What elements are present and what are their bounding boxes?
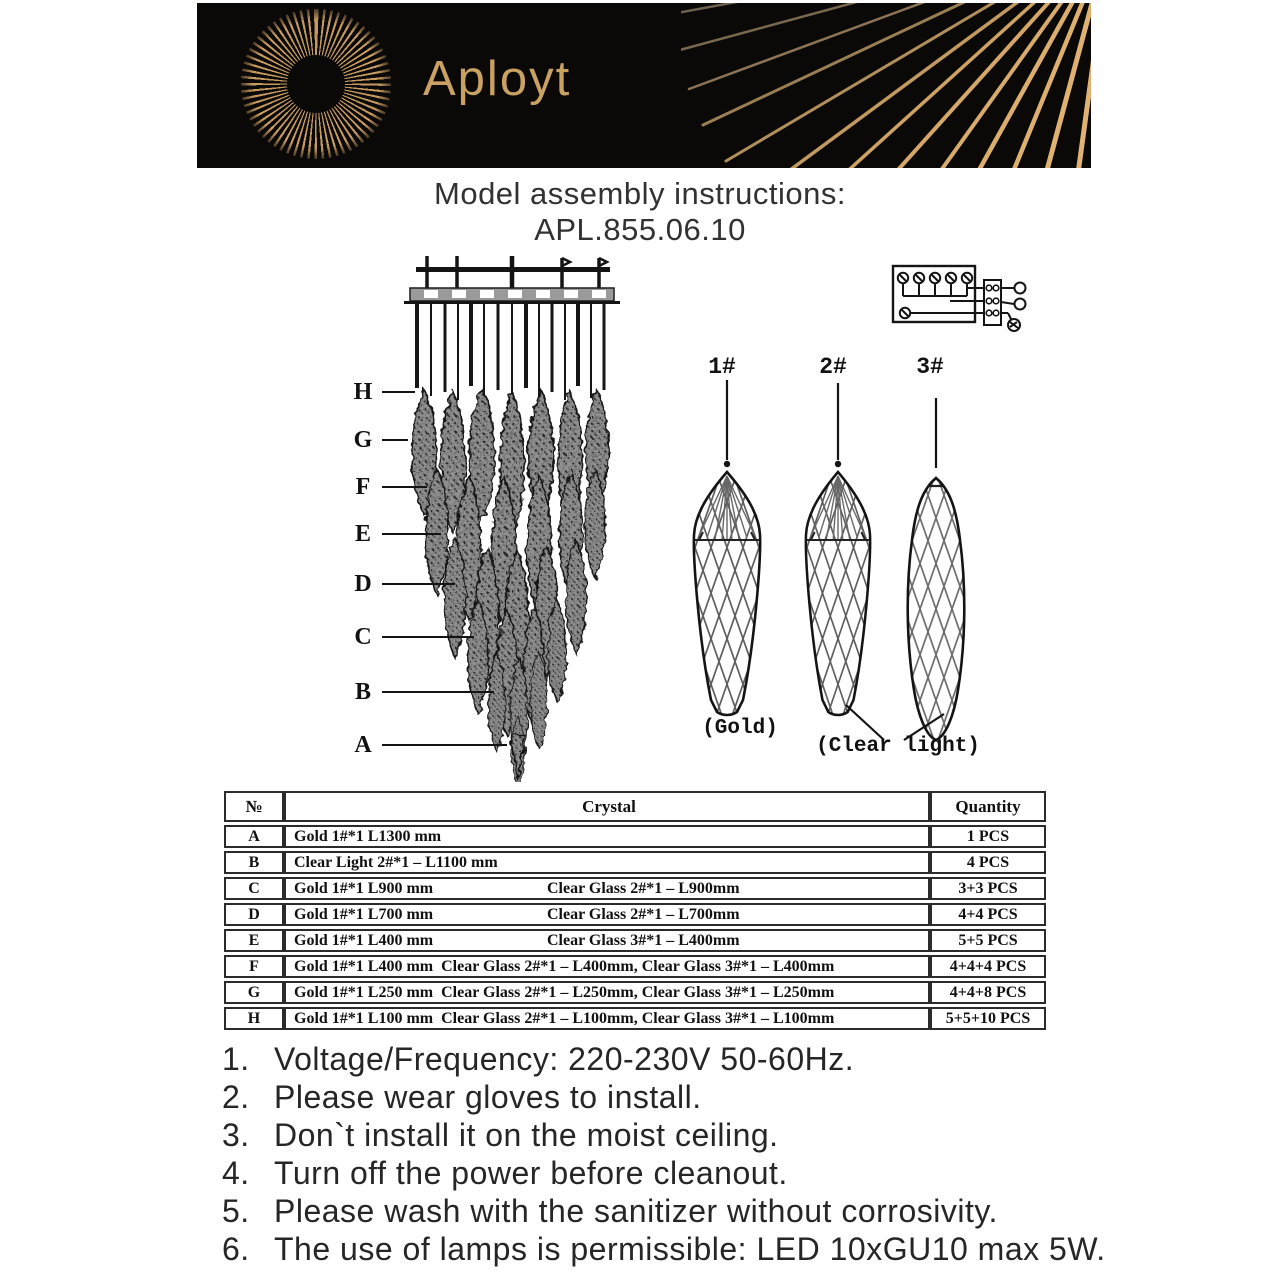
row-num: F [224, 955, 284, 978]
table-row [224, 955, 1046, 978]
instruction-item [222, 1078, 1182, 1116]
row-crystal [284, 929, 930, 952]
crystal-spec: Gold 1#*1 L400 mm [294, 932, 434, 949]
row-num: E [224, 929, 284, 952]
crystal-spec-2: Clear Glass 2#*1 – L900mm [547, 880, 740, 897]
caption-clear-light: (Clear light) [816, 735, 980, 758]
row-crystal [284, 955, 930, 978]
parts-table [224, 788, 1046, 1033]
assembly-diagram [330, 250, 1090, 782]
row-crystal [284, 851, 930, 874]
table-row [224, 903, 1046, 926]
row-quantity: 5+5+10 PCS [930, 1007, 1046, 1030]
instruction-number: 3. [222, 1117, 250, 1153]
sunburst-core [287, 55, 345, 113]
crystal-spec: Gold 1#*1 L900 mm [294, 880, 434, 897]
row-num: H [224, 1007, 284, 1030]
instructions-list [222, 1040, 1182, 1268]
chandelier-drawing [382, 256, 620, 782]
brand-banner [197, 3, 1091, 168]
instruction-number: 2. [222, 1079, 250, 1115]
crystal-spec: Gold 1#*1 L700 mm [294, 906, 434, 923]
rays-decoration-icon [681, 3, 1091, 168]
table-row [224, 1007, 1046, 1030]
header-crystal: Crystal [284, 791, 930, 822]
crystal-spec-2: Clear Glass 3#*1 – L400mm [547, 932, 740, 949]
instruction-text: Don`t install it on the moist ceiling. [274, 1117, 779, 1153]
row-crystal [284, 903, 930, 926]
row-crystal [284, 825, 930, 848]
instruction-item [222, 1116, 1182, 1154]
table-row [224, 851, 1046, 874]
row-quantity: 5+5 PCS [930, 929, 1046, 952]
part-label-g: G [353, 427, 373, 453]
title-line-2: APL.855.06.10 [534, 212, 746, 247]
caption-gold: (Gold) [702, 717, 778, 740]
row-crystal [284, 877, 930, 900]
header-num: № [224, 791, 284, 822]
crystal-samples-drawing [617, 380, 1046, 763]
table-row [224, 877, 1046, 900]
part-label-f: F [355, 474, 371, 500]
part-label-a: A [354, 732, 372, 758]
title-line-1: Model assembly instructions: [434, 176, 846, 211]
instruction-number: 6. [222, 1231, 250, 1267]
table-row [224, 929, 1046, 952]
page-title [0, 176, 1280, 248]
row-quantity: 4+4+4 PCS [930, 955, 1046, 978]
row-quantity: 3+3 PCS [930, 877, 1046, 900]
part-label-c: C [354, 624, 372, 650]
crystal-spec: Gold 1#*1 L400 mm Clear Glass 2#*1 – L400mm, Clear Glass 3#*1 – L400mm [294, 958, 835, 975]
table-header-row [224, 791, 1046, 822]
crystal-spec: Gold 1#*1 L1300 mm [294, 828, 442, 845]
row-num: B [224, 851, 284, 874]
instruction-text: Please wash with the sanitizer without corrosivity. [274, 1193, 998, 1229]
instruction-item [222, 1040, 1182, 1078]
part-label-b: B [354, 679, 371, 705]
instruction-text: Please wear gloves to install. [274, 1079, 702, 1115]
row-num: C [224, 877, 284, 900]
crystal-label-1: 1# [708, 354, 736, 380]
row-quantity: 4+4+8 PCS [930, 981, 1046, 1004]
instruction-number: 1. [222, 1041, 250, 1077]
row-crystal [284, 1007, 930, 1030]
row-quantity: 4 PCS [930, 851, 1046, 874]
instruction-item [222, 1192, 1182, 1230]
crystal-label-2: 2# [819, 354, 847, 380]
instruction-number: 4. [222, 1155, 250, 1191]
instruction-item [222, 1230, 1182, 1268]
header-quantity: Quantity [930, 791, 1046, 822]
brand-name: Aployt [423, 52, 572, 106]
instruction-item [222, 1154, 1182, 1192]
row-num: D [224, 903, 284, 926]
row-num: A [224, 825, 284, 848]
instruction-text: Voltage/Frequency: 220-230V 50-60Hz. [274, 1041, 855, 1077]
table-row [224, 825, 1046, 848]
wiring-diagram [893, 266, 1026, 331]
part-label-e: E [354, 521, 371, 547]
crystal-spec-2: Clear Glass 2#*1 – L700mm [547, 906, 740, 923]
table-row [224, 981, 1046, 1004]
part-label-h: H [353, 379, 373, 405]
row-quantity: 1 PCS [930, 825, 1046, 848]
instruction-text: Turn off the power before cleanout. [274, 1155, 788, 1191]
row-num: G [224, 981, 284, 1004]
instruction-text: The use of lamps is permissible: LED 10xGU10 max 5W. [274, 1231, 1106, 1267]
crystal-spec: Gold 1#*1 L250 mm Clear Glass 2#*1 – L250mm, Clear Glass 3#*1 – L250mm [294, 984, 835, 1001]
row-quantity: 4+4 PCS [930, 903, 1046, 926]
row-crystal [284, 981, 930, 1004]
crystal-spec: Gold 1#*1 L100 mm Clear Glass 2#*1 – L100mm, Clear Glass 3#*1 – L100mm [294, 1010, 835, 1027]
part-label-d: D [354, 571, 372, 597]
instruction-number: 5. [222, 1193, 250, 1229]
crystal-spec: Clear Light 2#*1 – L1100 mm [294, 854, 498, 871]
crystal-label-3: 3# [916, 354, 944, 380]
